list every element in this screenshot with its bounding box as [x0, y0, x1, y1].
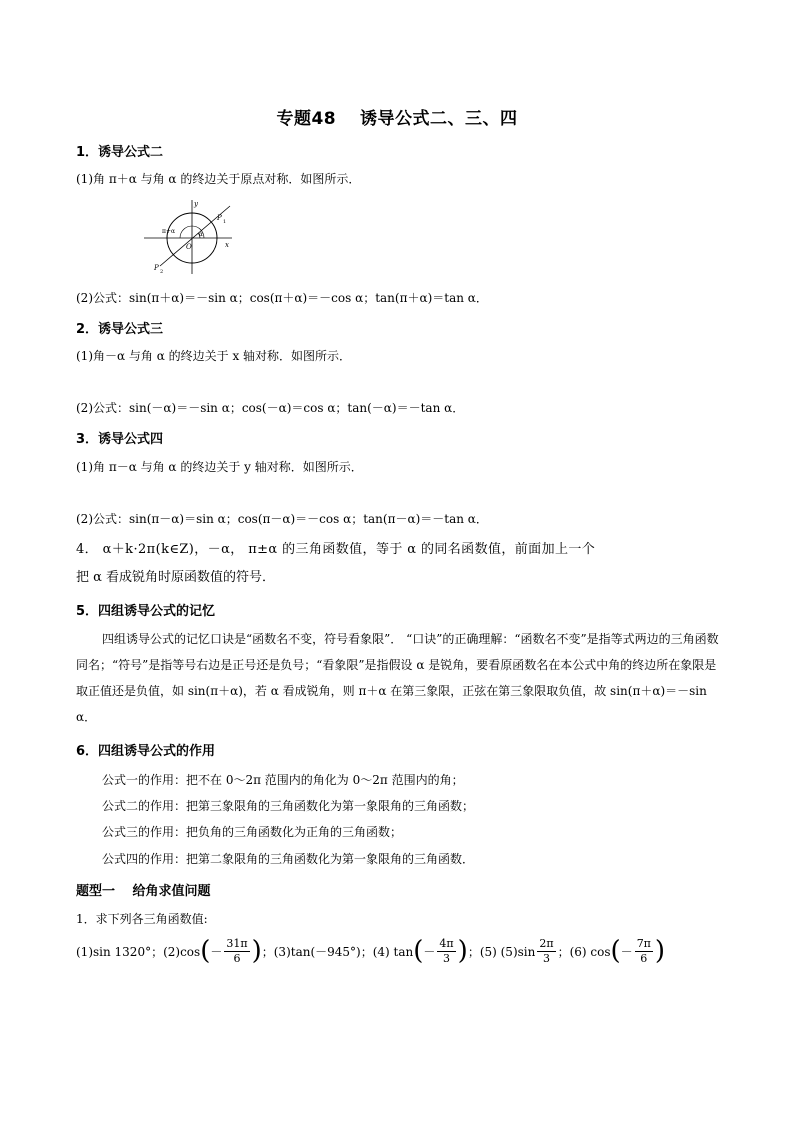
section-6-item-2: 公式二的作用：把第三象限角的三角函数化为第一象限角的三角函数； [102, 799, 475, 813]
expr-part-4: ；(6) cos [557, 944, 611, 959]
section-5-paragraph: 四组诱导公式的记忆口诀是“函数名不变，符号看象限”． “口诀”的正确理解：“函数名不变”是指等式两边的三角函数同名；“符号”是指等号右边是正号还是负号；“看象限”是指假设 α 是锐角，要看原函数名在本公式中角的终边所在象限是取正值还是负值，如 sin(π＋α)，若 α 看成锐角，则 π＋α 在第三象限，正弦在第三象限取负值，故 sin(π＋α)＝－sin α． [76, 632, 719, 724]
left-paren: ( [200, 936, 211, 966]
x-axis-label: x [225, 241, 229, 249]
unit-circle-diagram [140, 196, 236, 276]
fraction-denominator: 3 [542, 951, 550, 965]
right-paren: ) [457, 936, 468, 966]
fraction-numerator: 2π [539, 936, 554, 950]
section-2-item-1: (1)角－α 与角 α 的终边关于 x 轴对称．如图所示． [76, 349, 352, 363]
fraction-31pi-6 [224, 937, 249, 966]
section-5-heading: 5．四组诱导公式的记忆 [76, 604, 216, 619]
type-1-heading: 题型一 给角求值问题 [76, 884, 211, 899]
section-1-item-1: (1)角 π＋α 与角 α 的终边关于原点对称．如图所示． [76, 172, 361, 186]
section-2-heading: 2．诱导公式三 [76, 322, 164, 337]
angle-pi-plus-alpha-label: π+α [162, 228, 176, 235]
fraction-2pi-3 [537, 937, 555, 966]
section-1-item-2: (2)公式：sin(π＋α)＝－sin α；cos(π＋α)＝－cos α；tan(π＋α)＝tan α． [76, 291, 488, 305]
question-1-prompt: 1．求下列各三角函数值: [76, 912, 208, 926]
minus-sign: － [210, 944, 223, 959]
fraction-4pi-3 [437, 937, 455, 966]
fraction-denominator: 3 [443, 951, 451, 965]
left-paren: ( [413, 936, 424, 966]
section-6-item-1: 公式一的作用：把不在 0～2π 范围内的角化为 0～2π 范围内的角； [102, 773, 464, 787]
fraction-numerator: 4π [439, 936, 454, 950]
section-6-heading: 6．四组诱导公式的作用 [76, 744, 216, 759]
p1-subscript: 1 [223, 219, 227, 225]
section-6-item-3: 公式三的作用：把负角的三角函数化为正角的三角函数； [102, 825, 403, 839]
minus-sign: － [620, 944, 633, 959]
section-4-line-1: 4． α＋k·2π(k∈Z)，－α， π±α 的三角函数值，等于 α 的同名函数值，前面加上一个 [76, 542, 596, 557]
angle-alpha-label: α [199, 231, 204, 238]
fraction-denominator: 6 [233, 951, 241, 965]
expr-part-1: (1)sin 1320°；(2)cos [76, 944, 201, 959]
expr-part-2: ；(3)tan(－945°)；(4) tan [261, 944, 414, 959]
fraction-7pi-6 [635, 937, 653, 966]
question-1-expressions [76, 936, 665, 966]
section-4-line-2: 把 α 看成锐角时原函数值的符号． [76, 570, 276, 585]
p1-label: P [217, 214, 222, 222]
section-1-heading: 1．诱导公式二 [76, 145, 164, 160]
section-3-item-2: (2)公式：sin(π－α)＝sin α；cos(π－α)＝－cos α；tan(π－α)＝－tan α． [76, 512, 488, 526]
origin-label: O [186, 243, 192, 251]
fraction-numerator: 7π [636, 936, 651, 950]
section-3-heading: 3．诱导公式四 [76, 432, 164, 447]
p2-subscript: 2 [160, 269, 164, 275]
y-axis-label: y [194, 200, 198, 208]
p2-label: P [154, 264, 159, 272]
section-2-item-2: (2)公式：sin(－α)＝－sin α；cos(－α)＝cos α；tan(－α)＝－tan α． [76, 401, 465, 415]
minus-sign: － [423, 944, 436, 959]
page-title: 专题48 诱导公式二、三、四 [276, 109, 518, 129]
fraction-denominator: 6 [640, 951, 648, 965]
section-3-item-1: (1)角 π－α 与角 α 的终边关于 y 轴对称．如图所示． [76, 460, 363, 474]
expr-part-3: ；(5) (5)sin [467, 944, 536, 959]
section-6-item-4: 公式四的作用：把第二象限角的三角函数化为第一象限角的三角函数． [102, 852, 475, 866]
right-paren: ) [654, 936, 666, 966]
right-paren: ) [251, 936, 262, 966]
fraction-numerator: 31π [226, 936, 248, 950]
left-paren: ( [610, 936, 621, 966]
